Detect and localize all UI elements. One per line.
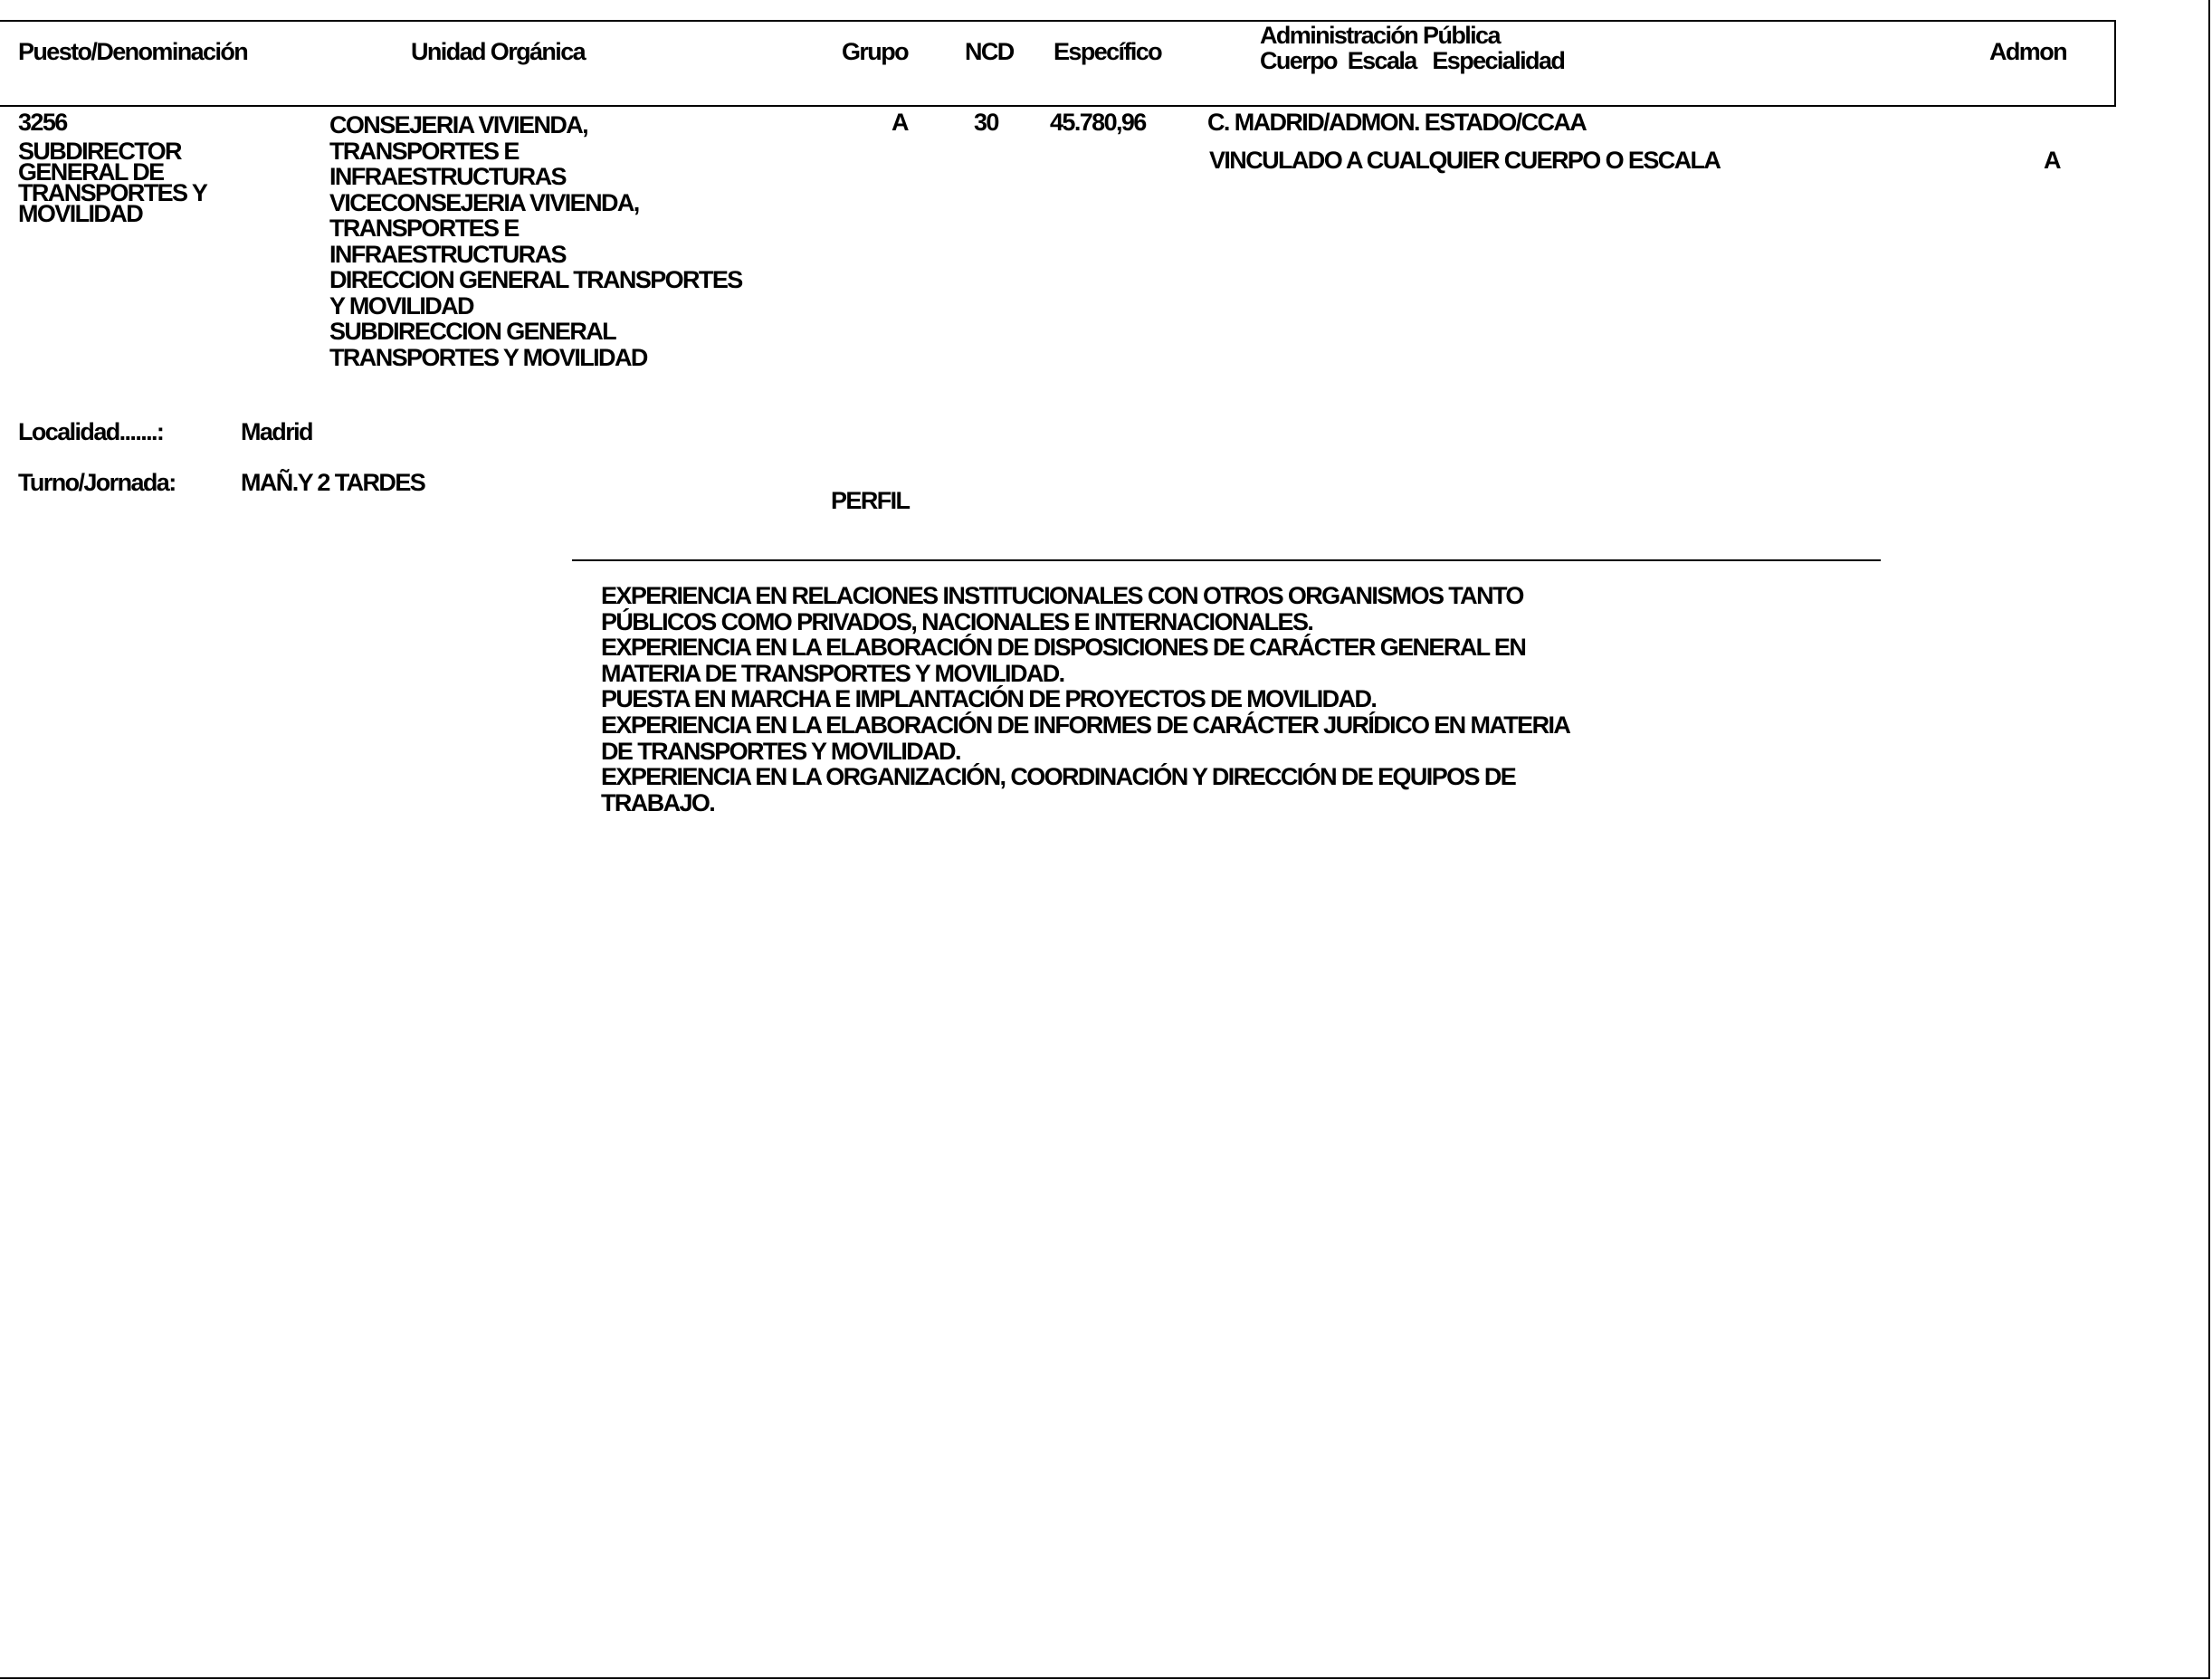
unidad-line: INFRAESTRUCTURAS	[329, 163, 566, 190]
denominacion-line: SUBDIRECTOR	[18, 138, 181, 165]
perfil-line: EXPERIENCIA EN LA ORGANIZACIÓN, COORDINACIÓN Y DIRECCIÓN DE EQUIPOS DE	[601, 763, 1516, 791]
record-administracion: C. MADRID/ADMON. ESTADO/CCAA	[1207, 109, 1587, 136]
header-especifico: Específico	[1054, 38, 1162, 65]
header-cuerpo-escala: Cuerpo Escala Especialidad	[1260, 47, 1565, 74]
perfil-text	[601, 583, 1569, 816]
unidad-line: Y MOVILIDAD	[329, 291, 473, 320]
record-admon: A	[2044, 147, 2060, 174]
localidad-label: Localidad.......:	[18, 418, 164, 445]
header-grupo: Grupo	[842, 38, 908, 65]
record-ncd: 30	[974, 109, 998, 136]
header-ncd: NCD	[965, 38, 1014, 65]
denominacion-line: TRANSPORTES Y	[18, 179, 207, 206]
localidad-value: Madrid	[241, 418, 312, 445]
header-admon: Admon	[1989, 38, 2066, 65]
turno-label: Turno/Jornada:	[18, 469, 176, 496]
perfil-title: PERFIL	[831, 487, 910, 514]
perfil-line: PÚBLICOS COMO PRIVADOS, NACIONALES E INTERNACIONALES.	[601, 607, 1313, 635]
record-especifico: 45.780,96	[1050, 109, 1146, 136]
record-unidades	[329, 112, 742, 370]
unidad-line: TRANSPORTES Y MOVILIDAD	[329, 343, 647, 371]
unidad-line: DIRECCION GENERAL TRANSPORTES	[329, 266, 742, 293]
record-number: 3256	[18, 109, 67, 136]
perfil-line: PUESTA EN MARCHA E IMPLANTACIÓN DE PROYECTOS DE MOVILIDAD.	[601, 685, 1377, 713]
unidad-line: TRANSPORTES E	[329, 215, 519, 242]
unidad-line: INFRAESTRUCTURAS	[329, 240, 566, 268]
unidad-line: VICECONSEJERIA VIVIENDA,	[329, 188, 639, 216]
denominacion-line: MOVILIDAD	[18, 200, 143, 227]
perfil-line: EXPERIENCIA EN LA ELABORACIÓN DE INFORMES DE CARÁCTER JURÍDICO EN MATERIA	[601, 711, 1570, 739]
header-unidad: Unidad Orgánica	[411, 38, 586, 65]
perfil-line: EXPERIENCIA EN LA ELABORACIÓN DE DISPOSICIONES DE CARÁCTER GENERAL EN	[601, 634, 1526, 662]
unidad-line: TRANSPORTES E	[329, 137, 519, 165]
record-denominacion	[18, 138, 207, 227]
perfil-line: MATERIA DE TRANSPORTES Y MOVILIDAD.	[601, 659, 1064, 687]
unidad-line: CONSEJERIA VIVIENDA,	[329, 111, 588, 138]
header-administracion-publica: Administración Pública	[1260, 22, 1500, 49]
perfil-line: DE TRANSPORTES Y MOVILIDAD.	[601, 737, 960, 765]
record-cuerpo: VINCULADO A CUALQUIER CUERPO O ESCALA	[1209, 147, 1721, 174]
record-grupo: A	[891, 109, 908, 136]
header-puesto: Puesto/Denominación	[18, 38, 248, 65]
perfil-line: TRABAJO.	[601, 788, 715, 816]
turno-value: MAÑ.Y 2 TARDES	[241, 469, 425, 496]
unidad-line: SUBDIRECCION GENERAL	[329, 318, 616, 345]
perfil-divider	[572, 559, 1881, 561]
denominacion-line: GENERAL DE	[18, 158, 164, 186]
perfil-line: EXPERIENCIA EN RELACIONES INSTITUCIONALES CON OTROS ORGANISMOS TANTO	[601, 582, 1523, 609]
